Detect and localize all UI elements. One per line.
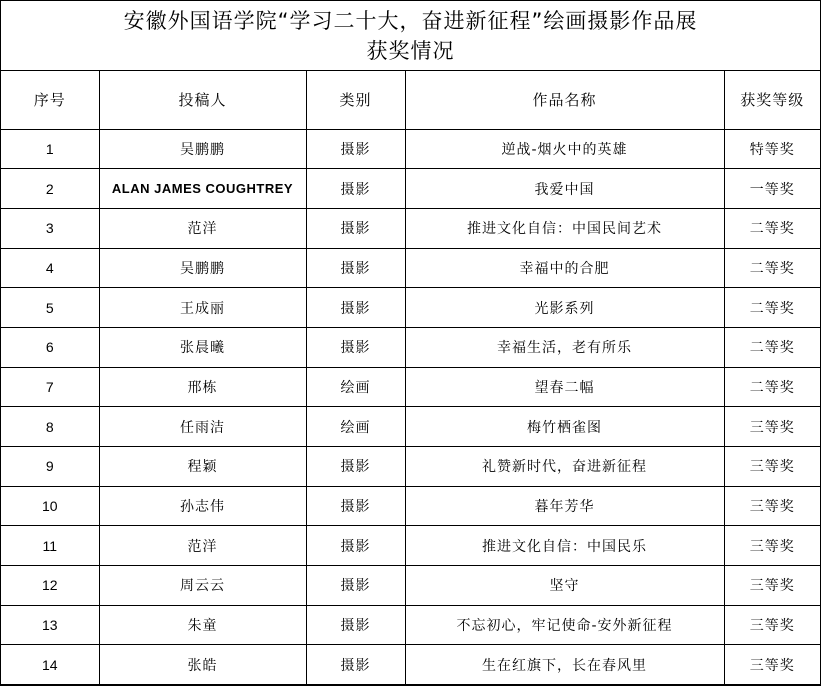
cell-category: 摄影: [306, 327, 405, 367]
table-row: [1, 605, 820, 645]
cell-work-title: 望春二幅: [405, 367, 724, 407]
cell-index: 13: [1, 605, 99, 645]
cell-contributor: ALAN JAMES COUGHTREY: [99, 169, 306, 209]
table-row: [1, 248, 820, 288]
cell-award-level: 三等奖: [724, 486, 820, 526]
header-row: [1, 71, 820, 129]
header-category: 类别: [306, 71, 405, 129]
cell-work-title: 暮年芳华: [405, 486, 724, 526]
cell-contributor: 周云云: [99, 566, 306, 606]
cell-index: 5: [1, 288, 99, 328]
cell-work-title: 不忘初心，牢记使命-安外新征程: [405, 605, 724, 645]
cell-award-level: 二等奖: [724, 248, 820, 288]
cell-award-level: 二等奖: [724, 327, 820, 367]
cell-index: 6: [1, 327, 99, 367]
table-row: [1, 526, 820, 566]
cell-index: 8: [1, 407, 99, 447]
cell-category: 绘画: [306, 367, 405, 407]
cell-work-title: 幸福生活，老有所乐: [405, 327, 724, 367]
cell-award-level: 三等奖: [724, 526, 820, 566]
document-title: [1, 1, 820, 71]
cell-category: 摄影: [306, 605, 405, 645]
cell-contributor: 张皓: [99, 645, 306, 685]
header-award-level: 获奖等级: [724, 71, 820, 129]
cell-work-title: 推进文化自信：中国民乐: [405, 526, 724, 566]
cell-work-title: 礼赞新时代，奋进新征程: [405, 447, 724, 487]
cell-award-level: 一等奖: [724, 169, 820, 209]
cell-award-level: 二等奖: [724, 367, 820, 407]
cell-category: 摄影: [306, 288, 405, 328]
cell-contributor: 朱童: [99, 605, 306, 645]
cell-index: 9: [1, 447, 99, 487]
header-index: 序号: [1, 71, 99, 129]
table-row: [1, 288, 820, 328]
cell-work-title: 推进文化自信：中国民间艺术: [405, 208, 724, 248]
cell-category: 摄影: [306, 169, 405, 209]
cell-category: 摄影: [306, 645, 405, 685]
table-row: [1, 645, 820, 685]
cell-contributor: 范洋: [99, 526, 306, 566]
cell-category: 摄影: [306, 129, 405, 169]
cell-index: 14: [1, 645, 99, 685]
cell-contributor: 任雨洁: [99, 407, 306, 447]
cell-index: 10: [1, 486, 99, 526]
cell-contributor: 范洋: [99, 208, 306, 248]
cell-award-level: 特等奖: [724, 129, 820, 169]
cell-contributor: 张晨曦: [99, 327, 306, 367]
cell-contributor: 邢栋: [99, 367, 306, 407]
cell-index: 2: [1, 169, 99, 209]
cell-work-title: 生在红旗下，长在春风里: [405, 645, 724, 685]
cell-award-level: 三等奖: [724, 605, 820, 645]
cell-index: 3: [1, 208, 99, 248]
title-line-1: 安徽外国语学院“学习二十大，奋进新征程”绘画摄影作品展: [123, 8, 698, 33]
header-contributor: 投稿人: [99, 71, 306, 129]
cell-category: 摄影: [306, 566, 405, 606]
cell-award-level: 三等奖: [724, 447, 820, 487]
header-work-title: 作品名称: [405, 71, 724, 129]
table-row: [1, 486, 820, 526]
cell-category: 摄影: [306, 486, 405, 526]
cell-award-level: 二等奖: [724, 288, 820, 328]
cell-work-title: 逆战-烟火中的英雄: [405, 129, 724, 169]
table-row: [1, 367, 820, 407]
cell-work-title: 坚守: [405, 566, 724, 606]
table-row: [1, 169, 820, 209]
cell-award-level: 二等奖: [724, 208, 820, 248]
cell-index: 7: [1, 367, 99, 407]
table-row: [1, 208, 820, 248]
cell-category: 摄影: [306, 447, 405, 487]
table-row: [1, 566, 820, 606]
cell-contributor: 王成丽: [99, 288, 306, 328]
cell-contributor: 程颖: [99, 447, 306, 487]
table-row: [1, 129, 820, 169]
cell-contributor: 吴鹏鹏: [99, 248, 306, 288]
cell-category: 摄影: [306, 526, 405, 566]
cell-award-level: 三等奖: [724, 566, 820, 606]
title-line-2: 获奖情况: [366, 38, 455, 63]
cell-index: 11: [1, 526, 99, 566]
cell-work-title: 幸福中的合肥: [405, 248, 724, 288]
table-row: [1, 407, 820, 447]
cell-award-level: 三等奖: [724, 645, 820, 685]
cell-category: 摄影: [306, 248, 405, 288]
cell-contributor: 孙志伟: [99, 486, 306, 526]
awards-table: [1, 71, 820, 685]
cell-category: 摄影: [306, 208, 405, 248]
cell-award-level: 三等奖: [724, 407, 820, 447]
cell-index: 4: [1, 248, 99, 288]
cell-index: 12: [1, 566, 99, 606]
cell-work-title: 梅竹栖雀图: [405, 407, 724, 447]
cell-contributor: 吴鹏鹏: [99, 129, 306, 169]
cell-category: 绘画: [306, 407, 405, 447]
cell-work-title: 我爱中国: [405, 169, 724, 209]
table-row: [1, 447, 820, 487]
cell-index: 1: [1, 129, 99, 169]
cell-work-title: 光影系列: [405, 288, 724, 328]
table-row: [1, 327, 820, 367]
